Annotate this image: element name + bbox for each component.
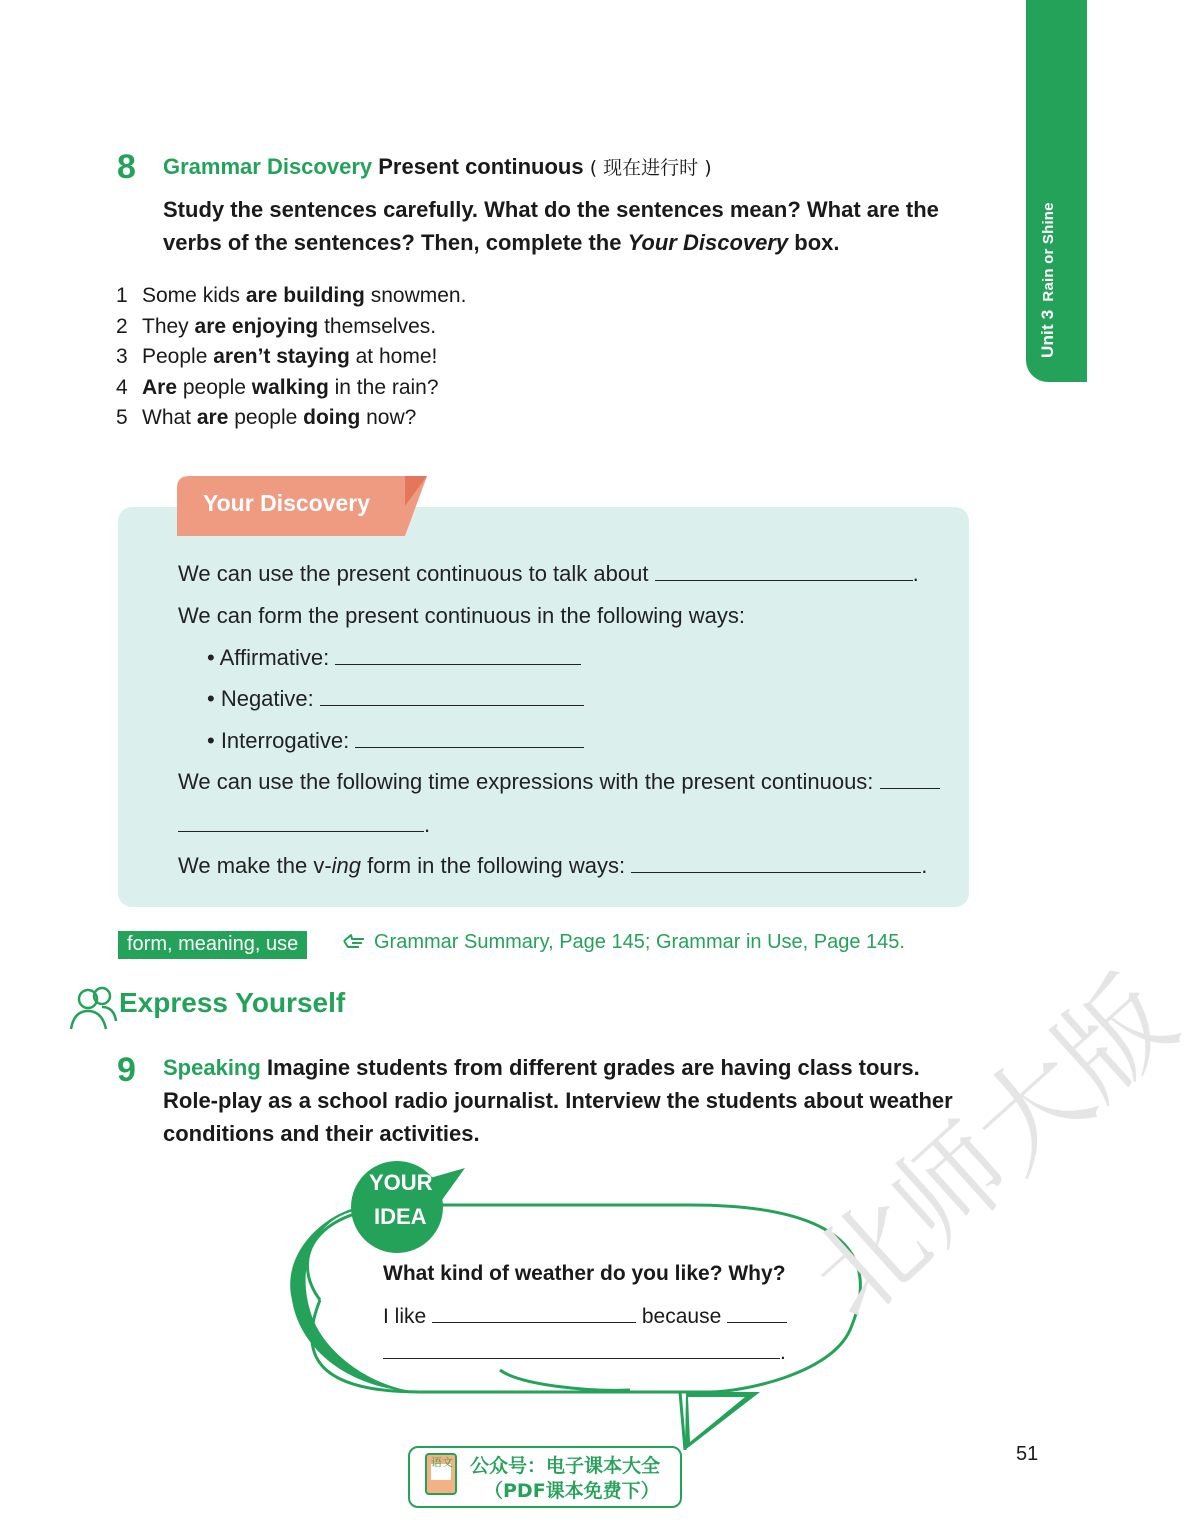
wechat-line-1: 公众号：电子课本大全 xyxy=(470,1455,661,1477)
grammar-reference-text: Grammar Summary, Page 145; Grammar in Use, Page 145. xyxy=(374,931,905,953)
blank-negative[interactable] xyxy=(320,687,584,706)
time-expressions-text: We can use the following time expressions with the present continuous: xyxy=(178,769,874,794)
example-sentence-1 xyxy=(116,281,466,312)
grammar-discovery-label: Grammar Discovery xyxy=(163,154,373,179)
unit-title: Rain or Shine xyxy=(1040,202,1057,302)
discovery-time-expressions-cont xyxy=(178,812,430,838)
watermark: 北师大版 xyxy=(786,953,1199,1343)
your-idea-answer-line-2 xyxy=(383,1340,786,1365)
your-idea-badge-line-2: IDEA xyxy=(374,1204,427,1229)
instruction-line-2 xyxy=(163,226,939,259)
speaking-label: Speaking xyxy=(163,1055,261,1080)
example-sentence-4 xyxy=(116,373,466,404)
example-number: 3 xyxy=(116,345,128,368)
book-icon-text: 语文 xyxy=(431,1456,453,1469)
people-icon xyxy=(68,985,120,1031)
blank-time-expressions-1[interactable] xyxy=(880,770,940,789)
section-8-number: 8 xyxy=(117,148,136,186)
grammar-topic: Present continuous xyxy=(378,154,584,179)
example-text: now? xyxy=(360,406,417,429)
unit-label: Unit 3 xyxy=(1038,309,1057,358)
ving-text-post: form in the following ways: xyxy=(361,853,626,878)
example-verb: walking xyxy=(251,375,329,399)
period: . xyxy=(921,853,928,878)
discovery-interrogative xyxy=(207,728,584,754)
period: . xyxy=(912,561,919,586)
blank-affirmative[interactable] xyxy=(335,646,581,665)
instruction-italic: Your Discovery xyxy=(627,230,789,255)
example-sentences xyxy=(116,281,466,434)
example-text: at home! xyxy=(349,345,438,368)
page-number: 51 xyxy=(1016,1443,1039,1465)
example-text: They xyxy=(142,314,195,338)
negative-label: • Negative: xyxy=(207,686,314,711)
example-text: in the rain? xyxy=(328,375,439,399)
example-verb: aren’t staying xyxy=(213,345,350,368)
example-text: What xyxy=(142,406,197,429)
section-9-instruction xyxy=(163,1051,953,1150)
your-discovery-title: Your Discovery xyxy=(203,490,371,516)
blank-interrogative[interactable] xyxy=(355,729,584,748)
discovery-negative xyxy=(207,686,584,712)
discovery-line-talk-about xyxy=(178,561,919,587)
example-text: People xyxy=(142,345,214,368)
affirmative-label: • Affirmative: xyxy=(207,645,330,670)
blank-reason-2[interactable] xyxy=(383,1340,780,1359)
discovery-line-1-text: We can use the present continuous to talk about xyxy=(178,561,649,586)
example-number: 2 xyxy=(116,314,128,338)
discovery-line-form: We can form the present continuous in the following ways: xyxy=(178,603,746,628)
i-like-text: I like xyxy=(383,1305,427,1328)
example-text: people xyxy=(177,375,252,399)
example-text: snowmen. xyxy=(364,284,467,307)
example-sentence-2 xyxy=(116,312,466,343)
blank-time-expressions-2[interactable] xyxy=(178,813,424,832)
example-verb: are building xyxy=(245,284,365,307)
ving-text-pre: We make the v- xyxy=(178,853,332,878)
section-8-instruction xyxy=(163,193,939,259)
discovery-ving-form xyxy=(178,853,927,879)
express-yourself-title: Express Yourself xyxy=(119,987,346,1018)
because-text: because xyxy=(641,1305,722,1328)
pointing-hand-icon xyxy=(342,931,366,951)
example-sentence-5 xyxy=(116,403,466,434)
your-idea-answer-line xyxy=(383,1304,787,1329)
section-9-number: 9 xyxy=(117,1051,136,1089)
instruction-line-2-end: box. xyxy=(788,230,840,255)
period: . xyxy=(424,812,431,837)
period: . xyxy=(780,1341,786,1364)
blank-reason-1[interactable] xyxy=(727,1304,787,1323)
blank-ving[interactable] xyxy=(631,854,921,873)
example-verb: are xyxy=(196,406,229,429)
example-number: 1 xyxy=(116,284,128,307)
section-9-line-1: Imagine students from different grades are having class tours. xyxy=(266,1055,920,1080)
blank-weather[interactable] xyxy=(432,1304,636,1323)
your-idea-question: What kind of weather do you like? Why? xyxy=(383,1262,786,1285)
grammar-topic-cn: ( 现在进行时 ) xyxy=(589,157,712,179)
example-number: 5 xyxy=(116,406,128,429)
your-idea-badge-line-1: YOUR xyxy=(369,1170,433,1195)
blank-talk-about[interactable] xyxy=(655,562,913,581)
instruction-line-2-text: verbs of the sentences? Then, complete the xyxy=(163,230,628,255)
wechat-line-2: （PDF课本免费下） xyxy=(484,1480,660,1502)
section-8-heading xyxy=(163,153,712,180)
ving-italic: ing xyxy=(331,853,362,878)
discovery-affirmative xyxy=(207,645,581,671)
example-sentence-3 xyxy=(116,342,466,373)
section-9-line-3: conditions and their activities. xyxy=(163,1121,480,1146)
example-verb: doing xyxy=(303,406,361,429)
example-text: Some kids xyxy=(142,284,246,307)
example-verb: are enjoying xyxy=(194,314,319,338)
discovery-time-expressions xyxy=(178,769,940,795)
interrogative-label: • Interrogative: xyxy=(207,728,350,753)
section-9-line-2: Role-play as a school radio journalist. Interview the students about weather xyxy=(163,1088,953,1113)
unit-side-tab-text xyxy=(1038,202,1058,358)
example-number: 4 xyxy=(116,375,128,399)
instruction-line-1: Study the sentences carefully. What do the sentences mean? What are the xyxy=(163,197,939,222)
grammar-reference xyxy=(342,931,905,954)
example-text: people xyxy=(228,406,304,429)
example-text: themselves. xyxy=(318,314,437,338)
form-meaning-use-badge: form, meaning, use xyxy=(118,931,307,959)
example-verb: Are xyxy=(142,375,178,399)
